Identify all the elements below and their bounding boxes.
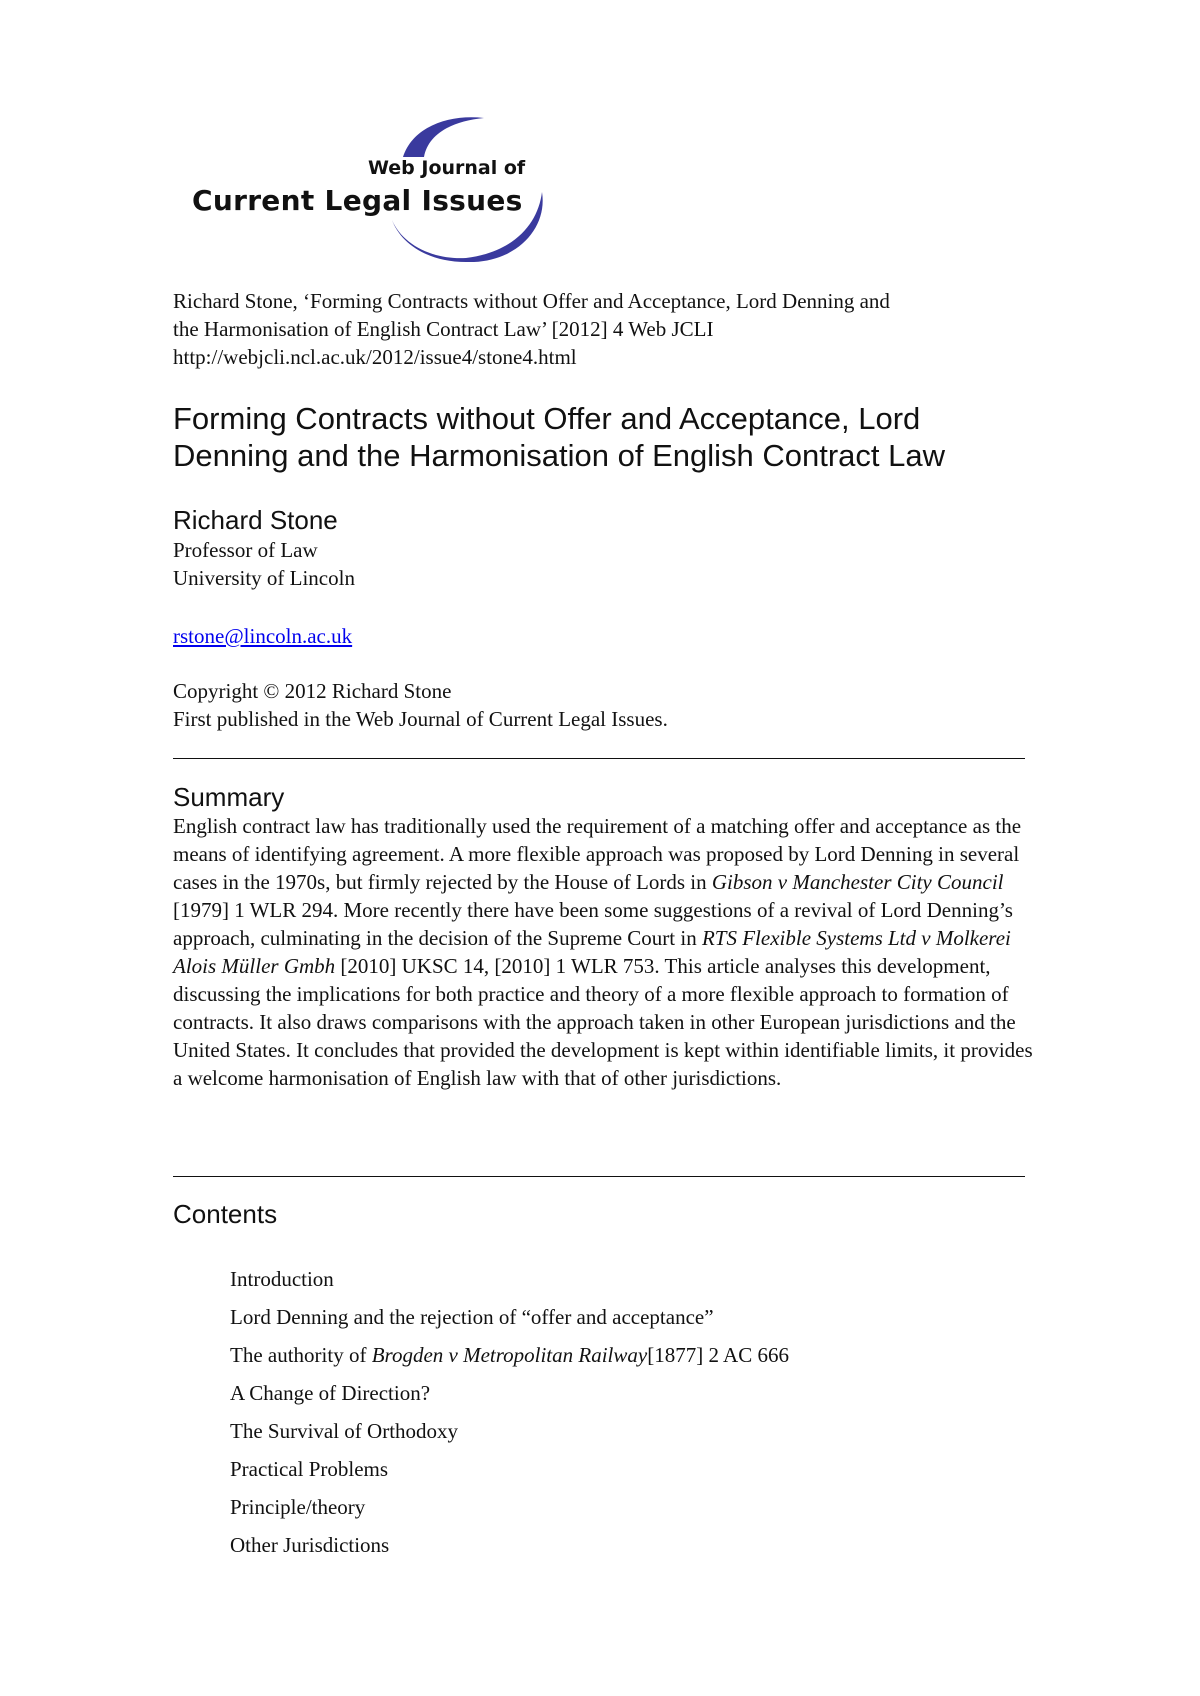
summary-segment: English contract law has traditionally used the requirement of a matching offer and acceptance as the means of identifying agreement. A more flexible approach was proposed by Lord Denning in several cases in the 1970s, but firmly rejected by the House of Lords in <box>173 814 1022 894</box>
author-name: Richard Stone <box>173 505 338 535</box>
summary-heading: Summary <box>173 782 285 812</box>
toc-link-change-of-direction[interactable]: A Change of Direction? <box>230 1381 431 1405</box>
toc-item[interactable] <box>230 1303 789 1341</box>
case-name: Brogden v Metropolitan Railway <box>371 1343 648 1367</box>
case-name: RTS Flexible Systems Ltd v Molkerei Alois Müller Gmbh <box>173 926 1011 978</box>
toc-item[interactable] <box>230 1455 789 1493</box>
toc-item[interactable] <box>230 1531 789 1569</box>
author-email-link[interactable]: rstone@lincoln.ac.uk <box>173 624 353 648</box>
toc-item[interactable] <box>230 1379 789 1417</box>
toc-link-survival-of-orthodoxy[interactable]: The Survival of Orthodoxy <box>230 1419 459 1443</box>
toc-link-practical-problems[interactable]: Practical Problems <box>230 1457 389 1481</box>
toc-text: The authority of <box>230 1343 372 1367</box>
article-title <box>173 400 1073 474</box>
summary-segment: [1979] 1 WLR 294. More recently there have been some suggestions of a revival of Lord Denning’s approach, culminating in the decision of the Supreme Court in <box>173 898 1013 950</box>
logo-line1: Web Journal of <box>368 157 526 179</box>
table-of-contents <box>230 1265 789 1569</box>
toc-item[interactable] <box>230 1265 789 1303</box>
author-affiliation <box>173 536 355 592</box>
divider <box>173 1176 1025 1177</box>
citation-line: Richard Stone, ‘Forming Contracts without Offer and Acceptance, Lord Denning and <box>173 289 890 313</box>
divider <box>173 758 1025 759</box>
toc-item[interactable] <box>230 1341 789 1379</box>
toc-item[interactable] <box>230 1493 789 1531</box>
author-position: Professor of Law <box>173 538 318 562</box>
title-line: Denning and the Harmonisation of English Contract Law <box>173 438 946 473</box>
journal-logo <box>188 112 568 262</box>
case-name: Gibson v Manchester City Council <box>711 870 1004 894</box>
citation-url: http://webjcli.ncl.ac.uk/2012/issue4/stone4.html <box>173 345 577 369</box>
toc-text: [1877] 2 AC 666 <box>647 1343 789 1367</box>
summary-segment: [2010] UKSC 14, [2010] 1 WLR 753. This article analyses this development, discussing the implications for both practice and theory of a more flexible approach to formation of contracts. It also draws comparisons with the approach taken in other European jurisdictions and the United States. It concludes that provided the development is kept within identifiable limits, it provides a welcome harmonisation of English law with that of other jurisdictions. <box>173 954 1033 1090</box>
copyright-line: Copyright © 2012 Richard Stone <box>173 679 452 703</box>
citation <box>173 287 1053 371</box>
toc-item[interactable] <box>230 1417 789 1455</box>
logo-line2: Current Legal Issues <box>192 184 523 217</box>
contents-heading: Contents <box>173 1199 278 1229</box>
citation-line: the Harmonisation of English Contract Law’ [2012] 4 Web JCLI <box>173 317 714 341</box>
toc-link-introduction[interactable]: Introduction <box>230 1267 334 1291</box>
summary-text <box>173 812 1035 1092</box>
author-institution: University of Lincoln <box>173 566 355 590</box>
publication-note: First published in the Web Journal of Current Legal Issues. <box>173 707 668 731</box>
copyright <box>173 677 668 733</box>
toc-link-brogden[interactable] <box>230 1343 789 1367</box>
toc-link-lord-denning[interactable]: Lord Denning and the rejection of “offer and acceptance” <box>230 1305 714 1329</box>
title-line: Forming Contracts without Offer and Acceptance, Lord <box>173 401 921 436</box>
toc-link-principle-theory[interactable]: Principle/theory <box>230 1495 366 1519</box>
toc-link-other-jurisdictions[interactable]: Other Jurisdictions <box>230 1533 390 1557</box>
